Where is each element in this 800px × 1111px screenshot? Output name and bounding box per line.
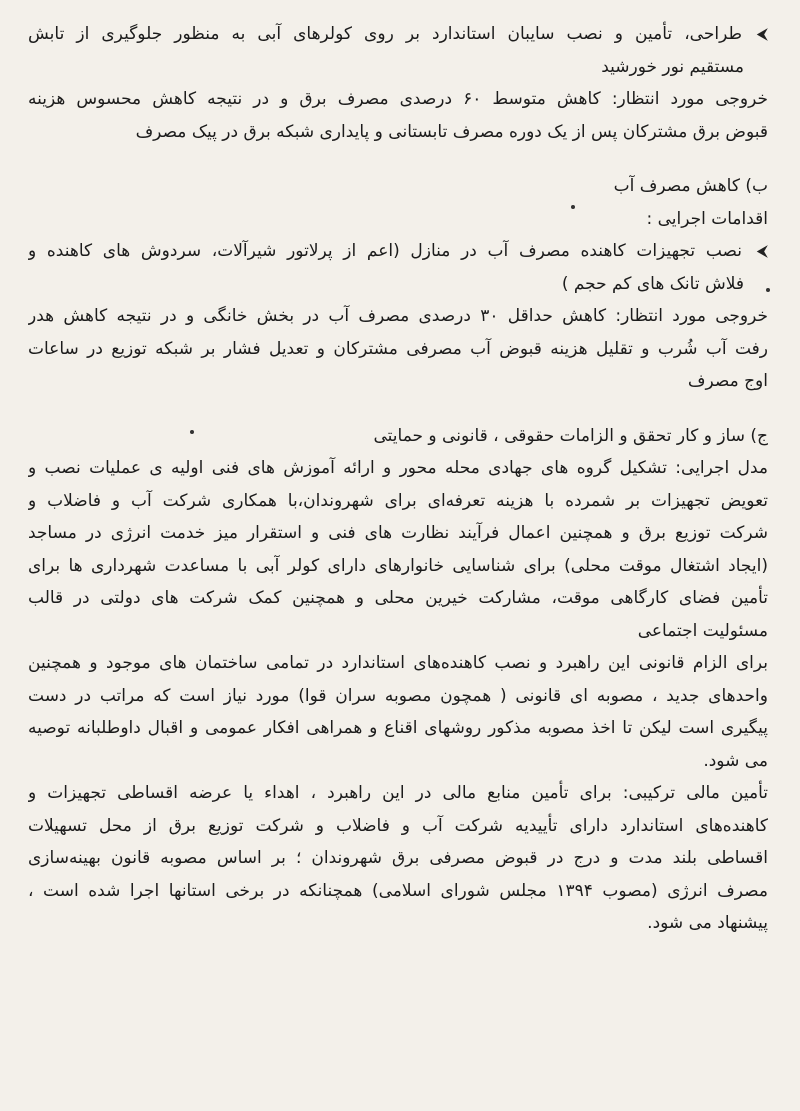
legal-line: واحدهای جدید ، مصوبه ای قانونی ( همچون مصوبه سران قوا) مورد نیاز است که مراتب در دست: [28, 685, 768, 706]
section-b-title: ب) کاهش مصرف آب: [613, 176, 768, 196]
scan-speck: [766, 288, 770, 292]
model-line: تأمین فضای کارگاهی موقت، مشارکت خیرین محلی و همچنین کمک شرکت های دولتی در قالب: [28, 588, 768, 608]
bullet-line: مستقیم نور خورشید: [601, 56, 744, 77]
finance-line: تأمین مالی ترکیبی: برای تأمین منابع مالی در این راهبرد ، اهداء یا عرضه اقساطی تجهیزات و: [28, 783, 768, 803]
arrow-bullet-icon: ⮜: [756, 241, 768, 260]
legal-line: پیگیری است لیکن تا اخذ مصوبه مذکور روشهای اقناع و همراهی افکار عمومی و اقبال داوطلبانه توصیه: [28, 718, 768, 738]
scan-speck: [190, 430, 194, 434]
finance-line: اقساطی بلند مدت و درج در قبوض مصرفی برق شهروندان ؛ بر اساس مصوبه قانون بهینه‌سازی: [28, 848, 768, 868]
section-c-title: ج) ساز و کار تحقق و الزامات حقوقی ، قانونی و حمایتی: [373, 425, 768, 446]
model-line: تعویض تجهیزات بر شمرده با هزینه تعرفه‌ای برای شهروندان،با همکاری شرکت آب و فاضلاب و: [28, 490, 768, 511]
output-line: قبوض برق مشترکان پس از یک دوره مصرف تابستانی و پایداری شبکه برق در پیک مصرف: [135, 121, 768, 142]
section-b-bullet: [28, 235, 768, 300]
section-c-finance: [28, 777, 768, 940]
section-a-bullet: [28, 18, 768, 83]
bullet-line: ⮜نصب تجهیزات کاهنده مصرف آب در منازل (اعم از پرلاتور شیرآلات، سردوش های کاهنده و: [28, 235, 768, 268]
output-line: خروجی مورد انتظار: کاهش متوسط ۶۰ درصدی مصرف برق و در نتیجه کاهش محسوس هزینه: [28, 89, 768, 109]
model-line: شرکت توزیع برق و همچنین اعمال فرآیند نظارت های فنی و استقرار میز خدمت انرژی در مساجد: [28, 523, 768, 543]
section-b-actions-label: اقدامات اجرایی :: [646, 208, 768, 229]
model-line: (ایجاد اشتغال موقت محلی) برای شناسایی خانوارهای دارای کولر آبی با مساعدت شهرداری ها برای: [28, 555, 768, 576]
legal-line: برای الزام قانونی این راهبرد و نصب کاهنده‌های استاندارد در تمامی ساختمان های موجود و همچنین: [28, 653, 768, 673]
bullet-line: فلاش تانک های کم حجم ): [561, 273, 744, 294]
legal-line: می شود.: [703, 750, 768, 771]
output-line: خروجی مورد انتظار: کاهش حداقل ۳۰ درصدی مصرف آب در بخش خانگی و در نتیجه کاهش هدر: [28, 306, 768, 326]
spacer: [28, 398, 768, 420]
arrow-bullet-icon: ⮜: [756, 24, 768, 43]
output-line: رفت آب شُرب و تقلیل هزینه قبوض آب مصرفی مشترکان و تعدیل فشار بر شبکه توزیع در ساعات: [28, 338, 768, 359]
spacer: [28, 148, 768, 170]
bullet-line: ⮜طراحی، تأمین و نصب سایبان استاندارد بر روی کولرهای آبی به منظور جلوگیری از تابش: [28, 18, 768, 51]
finance-line: کاهنده‌های استاندارد دارای تأییدیه شرکت آب و فاضلاب و شرکت توزیع برق از محل تسهیلات: [28, 815, 768, 836]
model-line: مسئولیت اجتماعی: [637, 620, 768, 641]
output-line: اوج مصرف: [687, 371, 768, 391]
finance-line: پیشنهاد می شود.: [647, 913, 768, 933]
section-c-model: [28, 452, 768, 647]
scan-speck: [571, 205, 575, 209]
finance-line: مصرف انرژی (مصوب ۱۳۹۴ مجلس شورای اسلامی) همچنانکه در برخی استانها اجرا شده است ،: [28, 880, 768, 901]
model-line: مدل اجرایی: تشکیل گروه های جهادی محله محور و ارائه آموزش های فنی اولیه ی عملیات نصب و: [28, 458, 768, 478]
section-a-output: [28, 83, 768, 148]
section-c-legal: [28, 647, 768, 777]
section-b-output: [28, 300, 768, 398]
